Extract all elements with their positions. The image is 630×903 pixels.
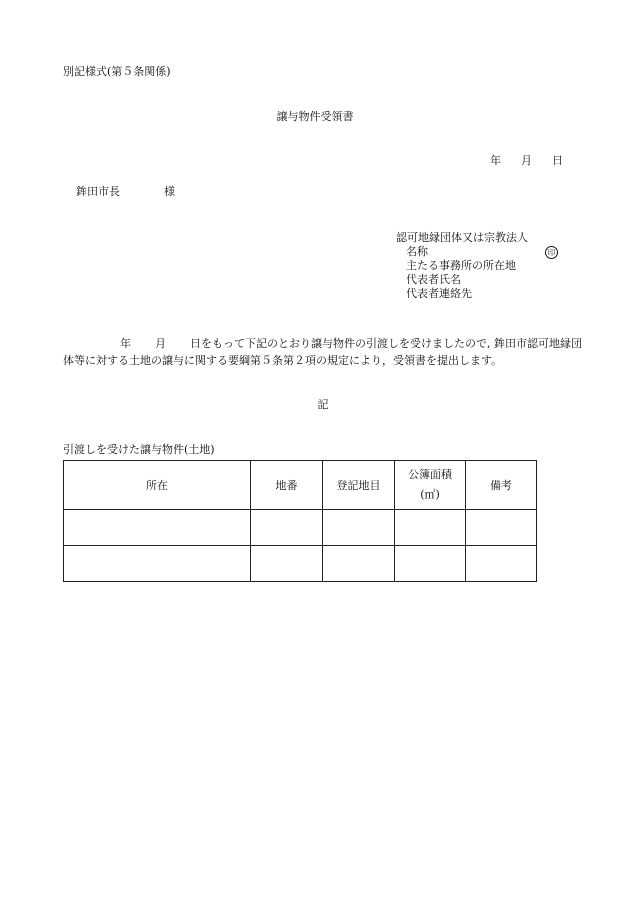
header-lot-number: 地番 [251, 461, 323, 510]
cell-location[interactable] [64, 510, 251, 546]
table-header-row [64, 461, 537, 510]
cell-lot-number[interactable] [251, 510, 323, 546]
date-year-label: 年 [490, 154, 501, 167]
date-day-label: 日 [552, 154, 563, 167]
applicant-name-label: 名称 [406, 245, 428, 258]
header-remarks: 備考 [466, 461, 537, 510]
header-location: 所在 [64, 461, 251, 510]
header-area-label: 公簿面積 [408, 468, 452, 481]
form-reference: 別記様式(第５条関係) [63, 65, 171, 78]
page-title: 譲与物件受領書 [276, 110, 354, 123]
table-row [64, 510, 537, 546]
body-month-label: 月 [155, 337, 166, 350]
header-area [395, 461, 466, 510]
date-month-label: 月 [521, 154, 532, 167]
land-table [63, 460, 537, 582]
applicant-heading: 認可地縁団体又は宗教法人 [396, 231, 528, 244]
cell-remarks[interactable] [466, 546, 537, 582]
addressee-honorific: 様 [164, 185, 175, 198]
body-text: 日をもって下記のとおり譲与物件の引渡しを受けましたので, 鉾田市認可地縁団体等に対する土地の譲与に関する要綱第５条第２項の規定により，受領書を提出します。 [63, 337, 582, 367]
addressee-name: 鉾田市長 [76, 185, 120, 198]
applicant-contact-label: 代表者連絡先 [406, 287, 472, 300]
cell-remarks[interactable] [466, 510, 537, 546]
date-line [490, 155, 563, 166]
addressee [76, 186, 175, 197]
header-area-unit: (㎡) [420, 488, 440, 501]
table-caption: 引渡しを受けた譲与物件(土地) [63, 443, 215, 456]
cell-land-category[interactable] [323, 546, 395, 582]
cell-lot-number[interactable] [251, 546, 323, 582]
cell-area[interactable] [395, 510, 466, 546]
body-paragraph [63, 335, 583, 369]
applicant-address-label: 主たる事務所の所在地 [406, 259, 516, 272]
cell-location[interactable] [64, 546, 251, 582]
seal-mark: 印 [545, 246, 558, 259]
cell-area[interactable] [395, 546, 466, 582]
table-row [64, 546, 537, 582]
applicant-block [396, 231, 528, 301]
cell-land-category[interactable] [323, 510, 395, 546]
body-year-label: 年 [120, 337, 131, 350]
header-land-category: 登記地目 [323, 461, 395, 510]
applicant-representative-label: 代表者氏名 [406, 273, 461, 286]
ki-heading: 記 [317, 398, 329, 411]
